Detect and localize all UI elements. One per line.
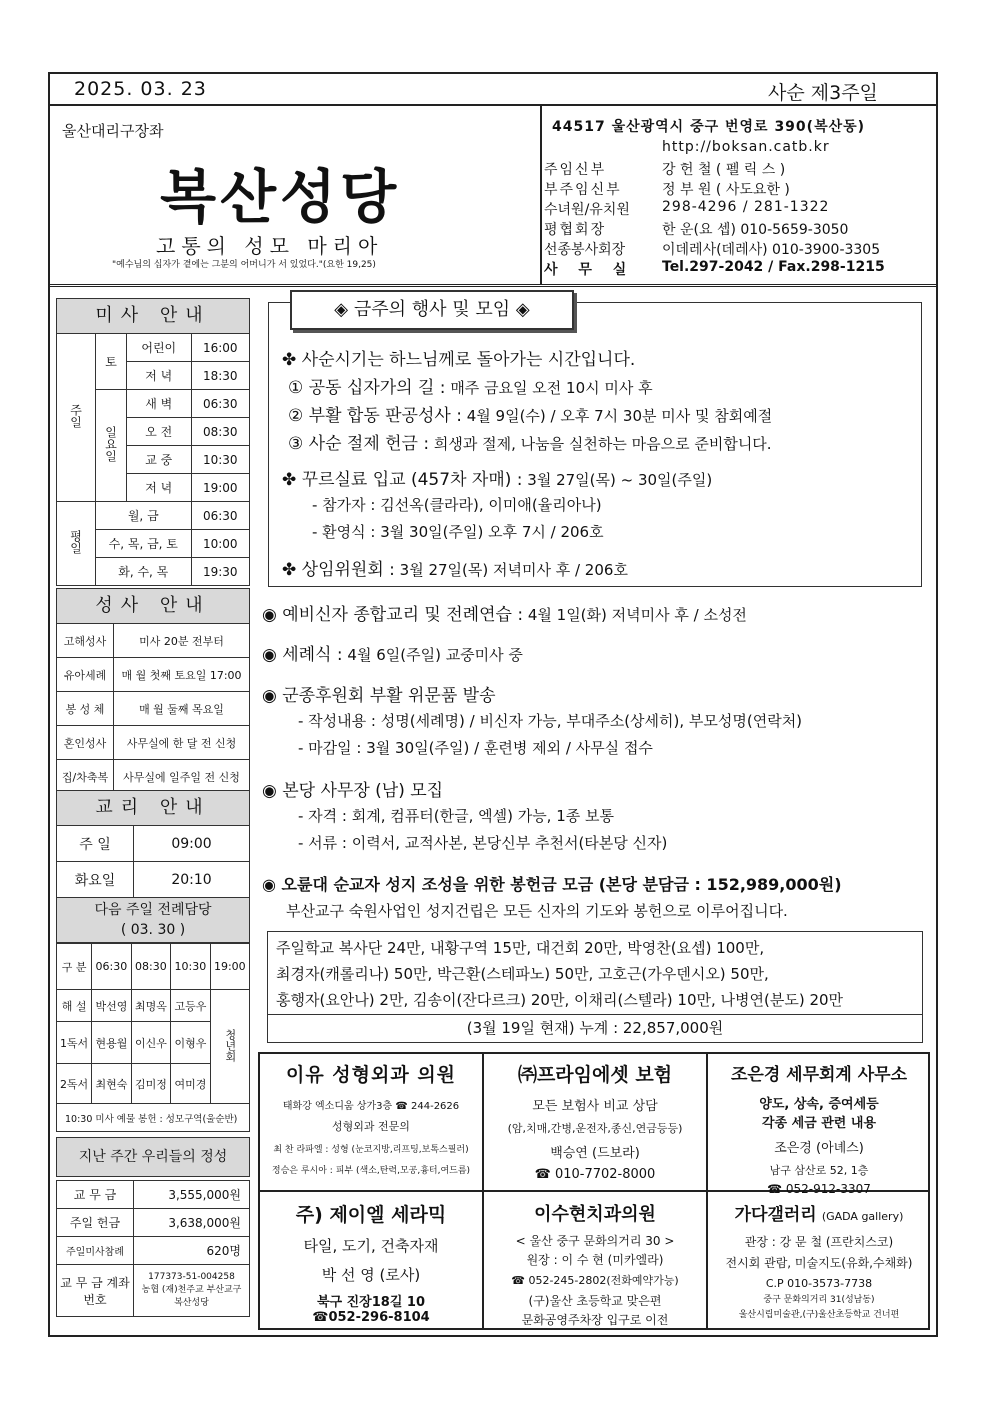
mass-name: 새 벽 [127, 390, 192, 418]
event-detail: 3월 27일(목) ~ 30일(주일) [522, 471, 713, 489]
sacrament-name: 고해성사 [57, 624, 114, 658]
notice-detail: 부산교구 숙원사업인 성지건립은 모든 신자의 기도와 봉헌으로 이루어집니다. [286, 902, 788, 920]
doctrine-table [56, 825, 250, 898]
ad-ceramic: 주) 제이엘 세라믹 타일, 도기, 건축자재 박 선 영 (로사) 북구 진장18길 10 ☎052-296-8104 [295, 1204, 447, 1325]
offering-title: 지난 주간 우리들의 정성 [56, 1137, 250, 1177]
liturgy-role: 1독서 [57, 1022, 92, 1064]
liturgy-title [56, 897, 250, 943]
mass-name: 어린이 [127, 334, 192, 362]
weekday-label: 평일 [57, 502, 96, 586]
donation-total: (3월 19일 현재) 누계 : 22,857,000원 [267, 1015, 923, 1043]
sacrament-title: 성사 안내 [56, 588, 250, 624]
offering-value: 620명 [134, 1237, 250, 1265]
event-detail: 4월 9일(수) / 오후 7시 30분 미사 및 참회예절 [461, 407, 773, 425]
ad-clinic: 이유 성형외과 의원 태화강 엑소디움 상가3층 ☎ 244-2626 성형외과 전문의 최 찬 라파엘 : 성형 (눈코지방,리프팅,보톡스필러) 정승은 루시아 : 피부 (색소,탄력,모공,흉터,여드름) [271, 1064, 471, 1176]
liturgy-table [56, 943, 250, 1132]
church-name: 복산성당 [160, 163, 401, 231]
address: 44517 울산광역시 중구 번영로 390(복산동) [552, 119, 866, 135]
notice-heading: ◉ 본당 사무장 (남) 모집 [262, 781, 444, 801]
sacrament-name: 유아세례 [57, 658, 114, 692]
liturgy-cell: 최명옥 [131, 990, 171, 1022]
notice-heading: ◉ 예비신자 종합교리 및 전례연습 : [262, 605, 524, 625]
sacrament-value: 매 월 둘째 목요일 [114, 692, 250, 726]
offering-label: 주일미사참례 [57, 1237, 134, 1265]
event-detail: - 참가자 : 김선옥(클라라), 이미애(율리아나) [312, 496, 602, 514]
mass-title: 미사 안내 [56, 298, 250, 334]
mass-name: 저 녁 [127, 362, 192, 390]
liturgy-role: 2독서 [57, 1064, 92, 1104]
youth-group: 청년회 [210, 990, 249, 1104]
offering-value: 3,638,000원 [134, 1209, 250, 1237]
mass-table [56, 333, 250, 586]
liturgy-cell: 이형우 [171, 1022, 211, 1064]
sacrament-name: 집/차축복 [57, 760, 114, 794]
event-heading: ② 부활 합동 판공성사 : [288, 406, 462, 426]
patron: 고통의 성모 마리아 [156, 234, 384, 258]
notice-detail: 4월 1일(화) 저녁미사 후 / 소성전 [523, 606, 747, 624]
mass-name: 저 녁 [127, 474, 192, 502]
mass-time: 10:30 [191, 446, 249, 474]
account-holder: 농협 (재)천주교 부산교구 [141, 1285, 242, 1295]
mass-time: 08:30 [191, 418, 249, 446]
doctrine-day: 화요일 [57, 862, 134, 898]
ad-dental: 이수현치과의원 < 울산 중구 문화의거리 30 > 원장 : 이 수 현 (미카엘라) ☎ 052-245-2802(전화예약가능) (구)울산 초등학교 맞은편 문화공영주차장 입구로 이전 [511, 1204, 679, 1327]
donation-line: 주일학교 복사단 24만, 내황구역 15만, 대건회 20만, 박영찬(요셉) 100만, [276, 939, 765, 957]
sun-label: 일요일 [96, 390, 127, 502]
sacrament-table [56, 623, 250, 794]
notice-detail: - 마감일 : 3월 30일(주일) / 훈련병 제외 / 사무실 접수 [298, 739, 653, 757]
quote: "예수님의 십자가 곁에는 그분의 어머니가 서 있었다."(요한 19,25) [112, 260, 376, 270]
bulletin-date: 2025. 03. 23 [74, 78, 207, 100]
notice-heading: ◉ 세례식 : [262, 645, 343, 665]
offering-label: 교 무 금 [57, 1181, 134, 1209]
sacrament-value: 사무실에 한 달 전 신청 [114, 726, 250, 760]
liturgy-role: 해 설 [57, 990, 92, 1022]
mass-time: 10:00 [191, 530, 249, 558]
event-detail: 희생과 절제, 나눔을 실천하는 마음으로 준비합니다. [429, 435, 772, 453]
event-heading: ✤ 상임위원회 : [282, 560, 395, 580]
liturgy-cell: 고등우 [171, 990, 211, 1022]
doctrine-time: 20:10 [134, 862, 250, 898]
notice-detail: 4월 6일(주일) 교중미사 중 [342, 646, 523, 664]
liturgy-note: 10:30 미사 예물 봉헌 : 성모구역(울순반) [57, 1104, 250, 1132]
liturgy-title-text: 다음 주일 전례담당 [94, 902, 212, 918]
offering-table [56, 1180, 250, 1317]
mass-name: 교 중 [127, 446, 192, 474]
event-heading: ✤ 꾸르실료 입교 (457차 자매) : [282, 470, 523, 490]
sacrament-name: 혼인성사 [57, 726, 114, 760]
notice-detail: - 자격 : 회계, 컴퓨터(한글, 엑셀) 가능, 1종 보통 [298, 807, 615, 825]
offering-value: 3,555,000원 [134, 1181, 250, 1209]
sacrament-value: 매 월 첫째 토요일 17:00 [114, 658, 250, 692]
liturgy-cell: 현용월 [92, 1022, 132, 1064]
sacrament-value: 미사 20분 전부터 [114, 624, 250, 658]
doctrine-time: 09:00 [134, 826, 250, 862]
event-line: ✤ 사순시기는 하느님께로 돌아가는 시간입니다. [282, 350, 636, 370]
website-link[interactable]: http://boksan.catb.kr [662, 139, 830, 155]
mass-name: 화, 수, 목 [96, 558, 192, 586]
liturgy-cell: 박선영 [92, 990, 132, 1022]
doctrine-title: 교리 안내 [56, 790, 250, 826]
header-separator [48, 284, 938, 287]
mass-name: 월, 금 [96, 502, 192, 530]
sunday-label: 주일 [57, 334, 96, 502]
ad-tax: 조은경 세무회계 사무소 양도, 상속, 증여세등 각종 세금 관련 내용 조은경 (아녜스) 남구 삼산로 52, 1층 ☎ 052-912-3307 [730, 1065, 908, 1196]
liturgy-header: 10:30 [171, 944, 211, 990]
liturgy-cell: 최현숙 [92, 1064, 132, 1104]
liturgy-header: 06:30 [92, 944, 132, 990]
events-title: ◈ 금주의 행사 및 모임 ◈ [290, 290, 574, 330]
liturgy-header: 19:00 [210, 944, 249, 990]
donation-line: 최경자(캐롤리나) 50만, 박근환(스테파노) 50만, 고호근(가우덴시오) 50만, [276, 965, 769, 983]
notice-heading: ◉ 군종후원회 부활 위문품 발송 [262, 686, 496, 706]
notice-heading: ◉ 오륜대 순교자 성지 조성을 위한 봉헌금 모금 (본당 분담금 : 152,989,000원) [262, 875, 842, 894]
notice-detail: - 서류 : 이력서, 교적사본, 본당신부 추천서(타본당 신자) [298, 834, 668, 852]
sacrament-value: 사무실에 일주일 전 신청 [114, 760, 250, 794]
mass-time: 06:30 [191, 390, 249, 418]
offering-label: 주일 헌금 [57, 1209, 134, 1237]
liturgy-date: ( 03. 30 ) [120, 922, 186, 938]
donation-line: 홍행자(요안나) 2만, 김송이(잔다르크) 20만, 이채리(스텔라) 10만, 나병연(분도) 20만 [276, 991, 844, 1009]
event-detail: 매주 금요일 오전 10시 미사 후 [445, 379, 653, 397]
event-heading: ① 공동 십자가의 길 : [288, 378, 446, 398]
mass-time: 16:00 [191, 334, 249, 362]
ad-gallery: 가다갤러리 (GADA gallery) 관장 : 강 문 철 (프란치스코) 전시회 관람, 미술지도(유화,수채화) C.P 010-3573-7738 중구 문화의거리 31(성남동) 울산시립미술관,(구)울산초등학교 건너편 [725, 1205, 913, 1320]
diocese: 울산대리구장좌 [62, 122, 164, 140]
event-heading: ③ 사순 절제 헌금 : [288, 434, 430, 454]
liturgical-week: 사순 제3주일 [768, 82, 878, 104]
account-number: 177373-51-004258 [148, 1272, 235, 1282]
mass-name: 오 전 [127, 418, 192, 446]
mass-time: 18:30 [191, 362, 249, 390]
notice-detail: - 작성내용 : 성명(세례명) / 비신자 가능, 부대주소(상세히), 부모성명(연락처) [298, 712, 803, 730]
mass-name: 수, 목, 금, 토 [96, 530, 192, 558]
mass-time: 19:30 [191, 558, 249, 586]
sat-label: 토 [96, 334, 127, 390]
liturgy-header: 08:30 [131, 944, 171, 990]
liturgy-cell: 여미경 [171, 1064, 211, 1104]
event-detail: - 환영식 : 3월 30일(주일) 오후 7시 / 206호 [312, 523, 604, 541]
liturgy-header: 구 분 [57, 944, 92, 990]
header-divider [540, 106, 542, 284]
mass-time: 06:30 [191, 502, 249, 530]
mass-time: 19:00 [191, 474, 249, 502]
account-label: 교 무 금 계좌번호 [57, 1265, 134, 1317]
account-church: 복산성당 [174, 1298, 209, 1308]
doctrine-day: 주 일 [57, 826, 134, 862]
liturgy-cell: 김미정 [131, 1064, 171, 1104]
sacrament-name: 봉 성 체 [57, 692, 114, 726]
ad-insurance: ㈜프라임에셋 보험 모든 보험사 비교 상담 (암,치매,간병,운전자,종신,연금등등) 백승연 (드보라) ☎ 010-7702-8000 [507, 1064, 683, 1182]
liturgy-cell: 이신우 [131, 1022, 171, 1064]
event-detail: 3월 27일(목) 저녁미사 후 / 206호 [394, 561, 628, 579]
